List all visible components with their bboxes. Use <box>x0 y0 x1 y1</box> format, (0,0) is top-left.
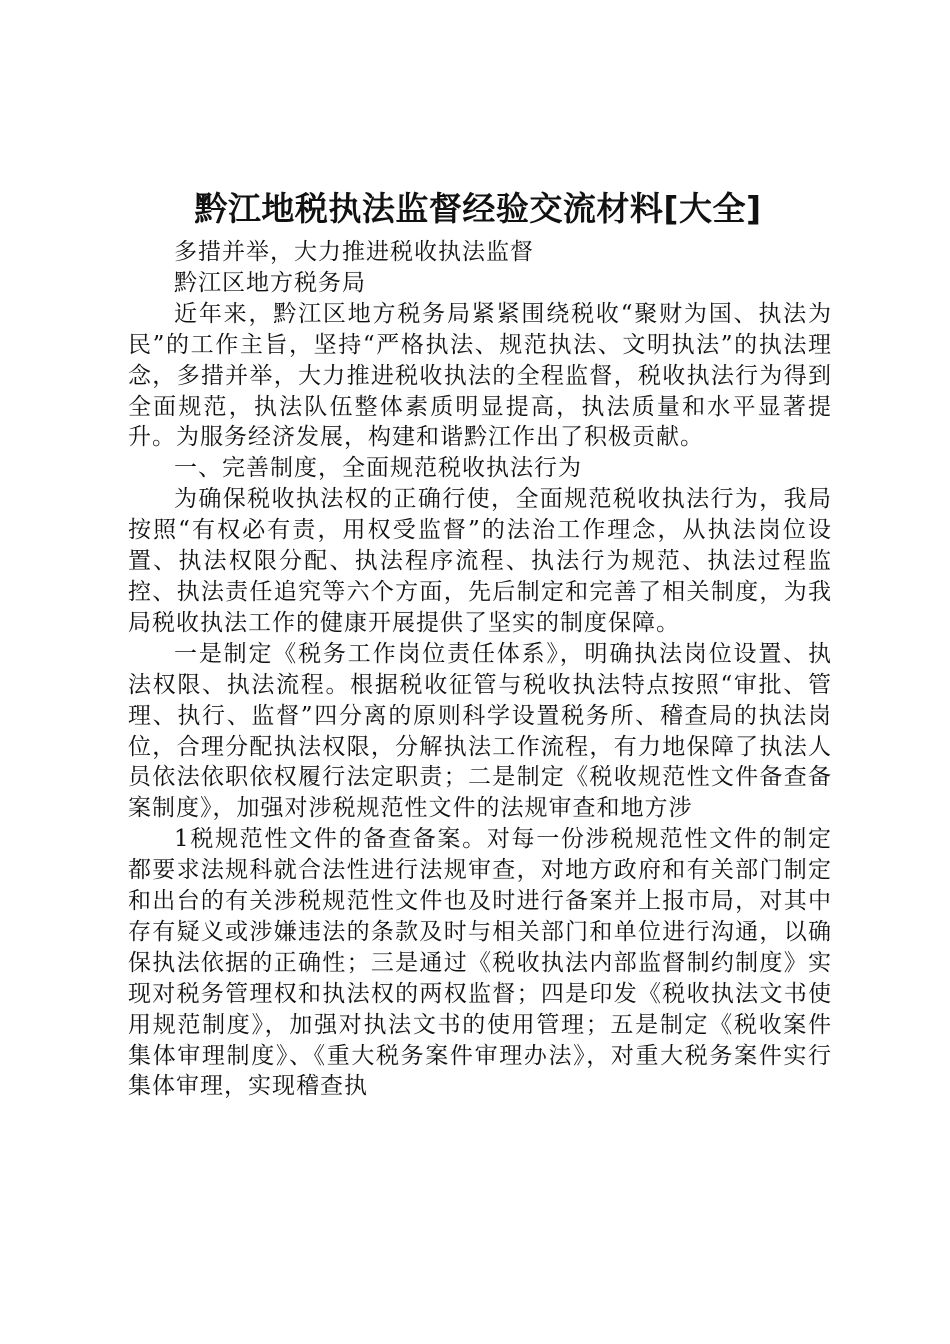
author-line: 黔江区地方税务局 <box>174 269 366 296</box>
body-paragraph: 为确保税收执法权的正确行使，全面规范税收执法行为，我局按照“有权必有责，用权受监督”的法治工作理念，从执法岗位设置、执法权限分配、执法程序流程、执法行为规范、执法过程监控、执法责任追究等六个方面，先后制定和完善了相关制度，为我局税收执法工作的健康开展提供了坚实的制度保障。 <box>128 486 832 636</box>
document-title: 黔江地税执法监督经验交流材料[大全] <box>194 189 762 228</box>
document-body <box>128 237 832 1102</box>
body-paragraph: 1税规范性文件的备查备案。对每一份涉税规范性文件的制定都要求法规科就合法性进行法规审查，对地方政府和有关部门制定和出台的有关涉税规范性文件也及时进行备案并上报市局，对其中存有疑义或涉嫌违法的条款及时与相关部门和单位进行沟通，以确保执法依据的正确性；三是通过《税收执法内部监督制约制度》实现对税务管理权和执法权的两权监督；四是印发《税收执法文书使用规范制度》，加强对执法文书的使用管理；五是制定《税收案件集体审理制度》、《重大税务案件审理办法》，对重大税务案件实行集体审理，实现稽查执 <box>128 826 832 1100</box>
section-heading: 一、完善制度，全面规范税收执法行为 <box>174 455 582 482</box>
intro-paragraph: 近年来，黔江区地方税务局紧紧围绕税收“聚财为国、执法为民”的工作主旨，坚持“严格执法、规范执法、文明执法”的执法理念，多措并举，大力推进税收执法的全程监督，税收执法行为得到全面规范，执法队伍整体素质明显提高，执法质量和水平显著提升。为服务经济发展，构建和谐黔江作出了积极贡献。 <box>128 300 832 451</box>
body-paragraph: 一是制定《税务工作岗位责任体系》，明确执法岗位设置、执法权限、执法流程。根据税收征管与税收执法特点按照“审批、管理、执行、监督”四分离的原则科学设置税务所、稽查局的执法岗位，合理分配执法权限，分解执法工作流程，有力地保障了执法人员依法依职依权履行法定职责；二是制定《税收规范性文件备查备案制度》，加强对涉税规范性文件的法规审查和地方涉 <box>128 640 832 822</box>
subtitle: 多措并举，大力推进税收执法监督 <box>174 239 534 265</box>
